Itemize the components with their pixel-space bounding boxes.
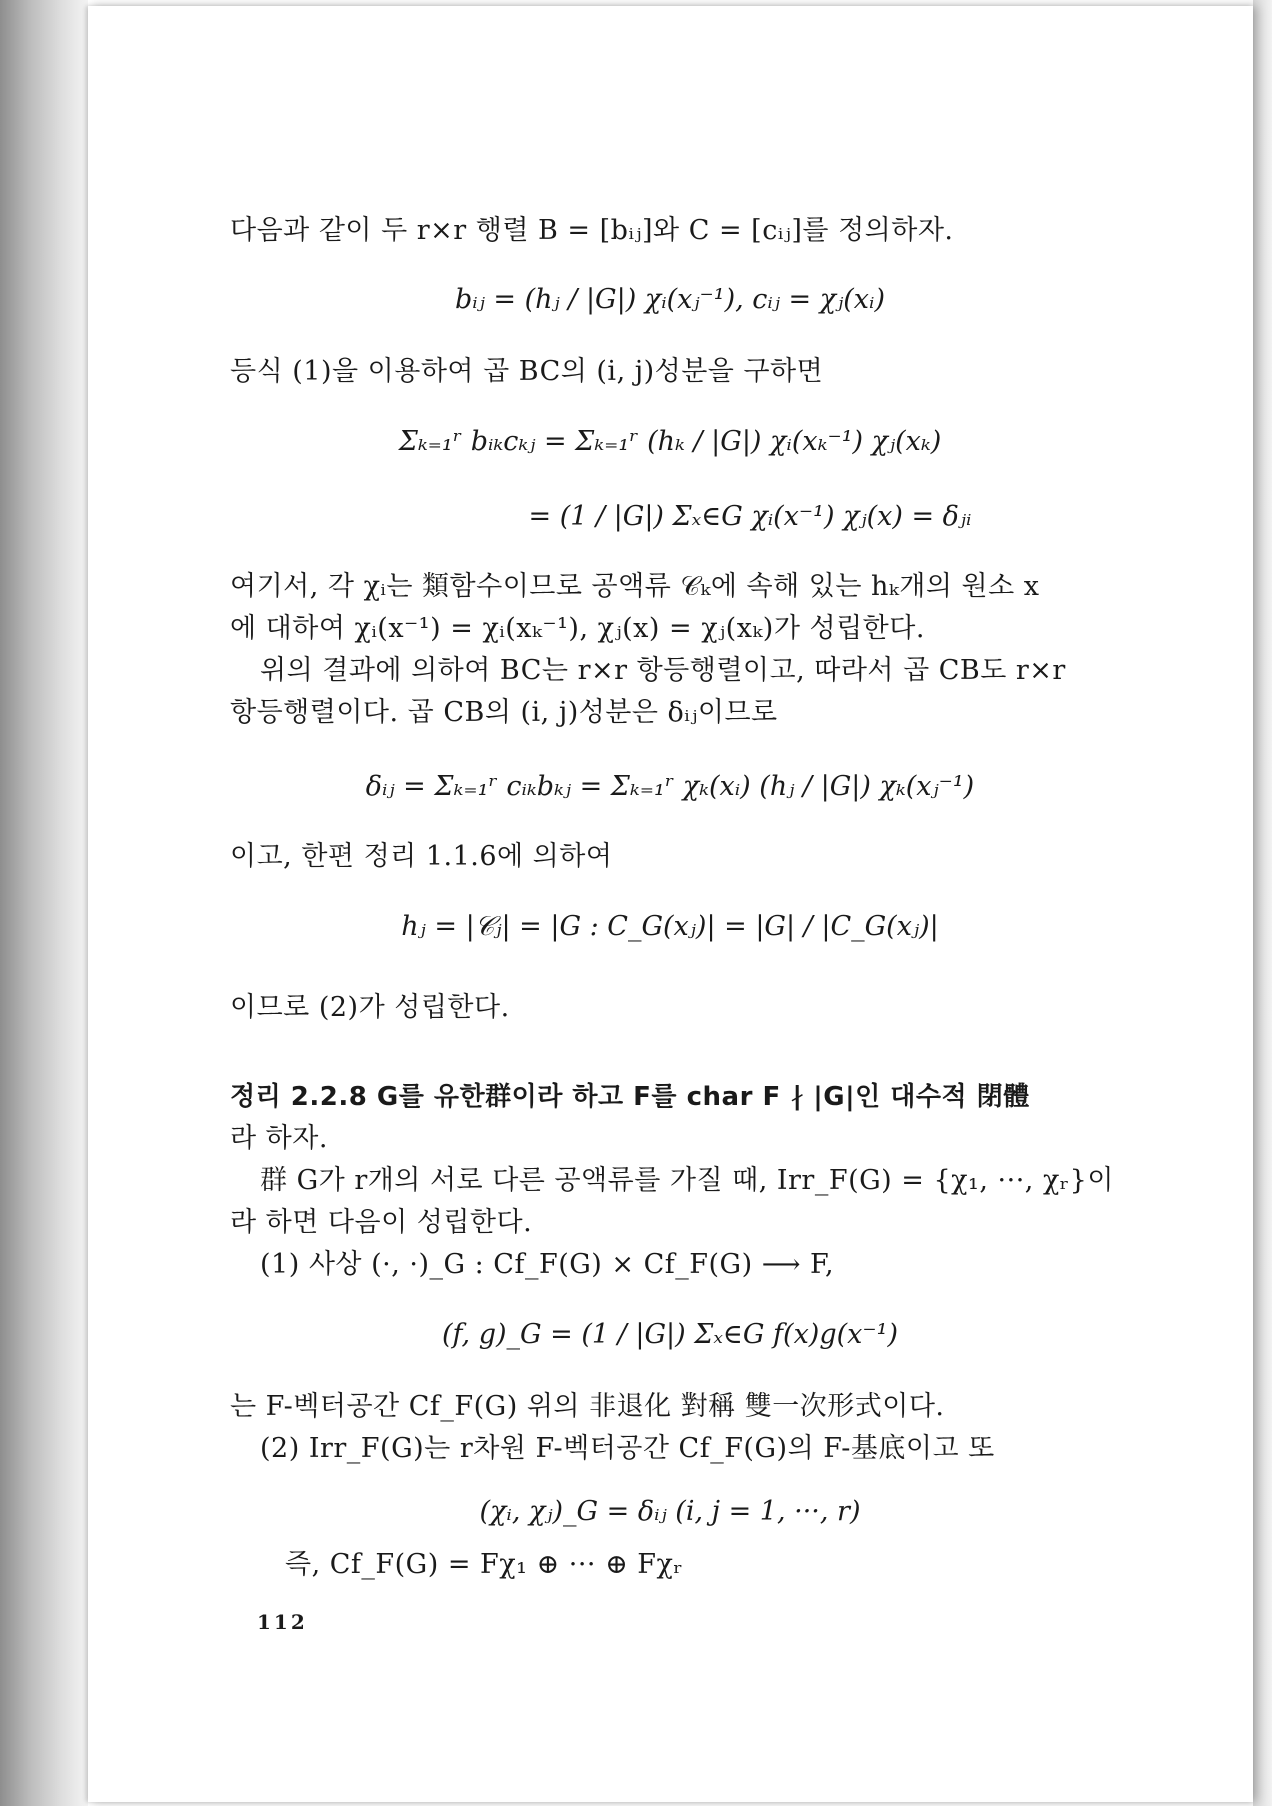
equation-b-c-definition: bᵢⱼ = (hⱼ / |G|) χᵢ(xⱼ⁻¹), cᵢⱼ = χⱼ(xᵢ) xyxy=(455,284,885,315)
equation-hj: hⱼ = |𝒞ⱼ| = |G : C_G(xⱼ)| = |G| / |C_G(xⱼ)| xyxy=(401,911,939,942)
equation-delta-ij: δᵢⱼ = Σₖ₌₁ʳ cᵢₖbₖⱼ = Σₖ₌₁ʳ χₖ(xᵢ) (hⱼ / |G|) χₖ(xⱼ⁻¹) xyxy=(365,771,975,802)
text-line-10: 群 G가 r개의 서로 다른 공액류를 가질 때, Irr_F(G) = {χ₁, ···, χᵣ}이 xyxy=(260,1165,1114,1196)
book-page xyxy=(88,6,1253,1802)
text-line-3: 여기서, 각 χᵢ는 類함수이므로 공액류 𝒞ₖ에 속해 있는 hₖ개의 원소 x xyxy=(230,571,1040,602)
text-line-5: 위의 결과에 의하여 BC는 r×r 항등행렬이고, 따라서 곱 CB도 r×r xyxy=(260,655,1066,686)
equation-inner-product: (f, g)_G = (1 / |G|) Σₓ∈G f(x)g(x⁻¹) xyxy=(441,1319,898,1350)
text-line-11: 라 하면 다음이 성립한다. xyxy=(230,1207,533,1238)
theorem-item-2: (2) Irr_F(G)는 r차원 F-벡터공간 Cf_F(G)의 F-基底이고 또 xyxy=(260,1433,995,1464)
text-line-4: 에 대하여 χᵢ(x⁻¹) = χᵢ(xₖ⁻¹), χⱼ(x) = χⱼ(xₖ)가 성립한다. xyxy=(230,613,925,644)
text-line-6: 항등행렬이다. 곱 CB의 (i, j)성분은 δᵢⱼ이므로 xyxy=(230,697,778,728)
text-line-7: 이고, 한편 정리 1.1.6에 의하여 xyxy=(230,841,613,872)
book-spine-shadow xyxy=(0,0,88,1806)
text-line-9: 라 하자. xyxy=(230,1123,328,1154)
text-line-12: 는 F-벡터공간 Cf_F(G) 위의 非退化 對稱 雙一次形式이다. xyxy=(230,1391,945,1422)
equation-direct-sum: 즉, Cf_F(G) = Fχ₁ ⊕ ··· ⊕ Fχᵣ xyxy=(285,1549,684,1580)
text-line-1: 다음과 같이 두 r×r 행렬 B = [bᵢⱼ]와 C = [cᵢⱼ]를 정의하자. xyxy=(230,215,954,246)
text-line-2: 등식 (1)을 이용하여 곱 BC의 (i, j)성분을 구하면 xyxy=(230,356,824,387)
equation-bc-result: = (1 / |G|) Σₓ∈G χᵢ(x⁻¹) χⱼ(x) = δⱼᵢ xyxy=(528,501,972,532)
page-edge-shadow xyxy=(1253,0,1272,1806)
page-number: 112 xyxy=(257,1610,308,1634)
theorem-heading xyxy=(230,1080,1030,1114)
equation-bc-sum: Σₖ₌₁ʳ bᵢₖcₖⱼ = Σₖ₌₁ʳ (hₖ / |G|) χᵢ(xₖ⁻¹) χⱼ(xₖ) xyxy=(398,426,942,457)
theorem-label: 정리 2.2.8 G를 유한群이라 하고 F를 char F ∤ |G|인 대수적 閉體 xyxy=(230,1082,1030,1112)
equation-orthonormal: (χᵢ, χⱼ)_G = δᵢⱼ (i, j = 1, ···, r) xyxy=(479,1496,861,1527)
theorem-item-1: (1) 사상 (·, ·)_G : Cf_F(G) × Cf_F(G) ⟶ F, xyxy=(260,1249,835,1280)
text-line-8: 이므로 (2)가 성립한다. xyxy=(230,992,510,1023)
